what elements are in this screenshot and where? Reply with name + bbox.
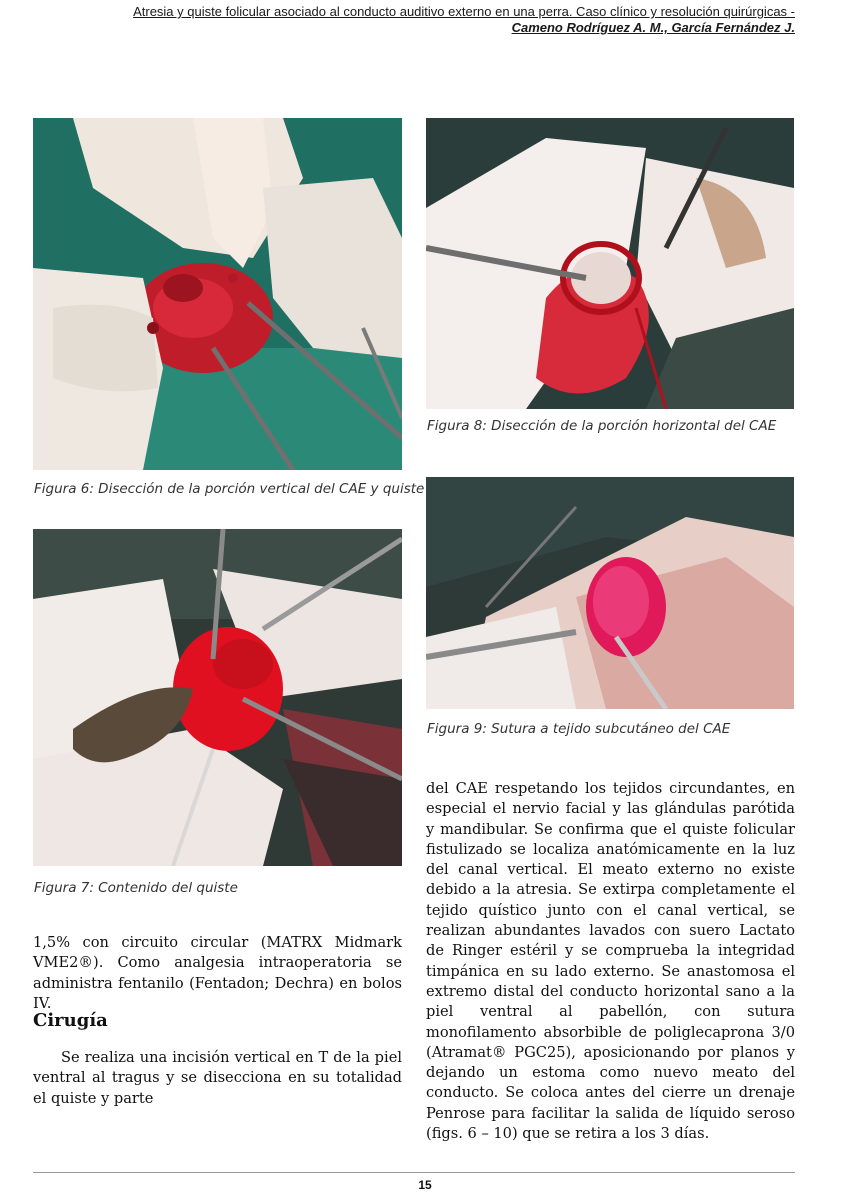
figure-9-caption: Figura 9: Sutura a tejido subcutáneo del CAE xyxy=(427,721,731,737)
surgical-photo-fig7 xyxy=(33,529,402,866)
page-number: 15 xyxy=(418,1178,432,1192)
figure-8-photo xyxy=(426,118,794,409)
left-paragraph-anesthesia: 1,5% con circuito circular (MATRX Midmark VME2®). Como analgesia intraoperatoria se administra fentanilo (Fentadon; Dechra) en bolos IV. xyxy=(33,934,402,1012)
right-column-text xyxy=(426,779,795,1144)
figure-8-caption: Figura 8: Disección de la porción horizontal del CAE xyxy=(427,418,777,434)
left-paragraph-surgery: Se realiza una incisión vertical en T de la piel ventral al tragus y se disecciona en su totalidad el quiste y parte xyxy=(33,1049,402,1107)
right-paragraph-surgery: del CAE respetando los tejidos circundantes, en especial el nervio facial y las glándulas parótida y mandibular. Se confirma que el quiste folicular fistulizado se localiza anatómicamente en la luz del canal vertical. El meato externo no existe debido a la atresia. Se extirpa completamente el tejido quístico junto con el canal vertical, se realizan abundantes lavados con suero Lactato de Ringer estéril y se comprueba la integridad timpánica en su lado externo. Se anastomosa el extremo distal del conducto horizontal sano a la piel ventral al pabellón, con sutura monofilamento absorbible de poliglecaprona 3/0 (Atramat® PGC25), aposicionando por planos y dejando un estoma como nuevo meato del conducto. Se coloca antes del cierre un drenaje Penrose para facilitar la salida de líquido seroso (figs. 6 – 10) que se retira a los 3 días. xyxy=(426,780,795,1143)
header-authors: Cameno Rodríguez A. M., García Fernández J. xyxy=(511,20,795,35)
figure-7-caption: Figura 7: Contenido del quiste xyxy=(34,880,238,896)
header-title: Atresia y quiste folicular asociado al conducto auditivo externo en una perra. Caso clínico y resolución quirúrgicas - xyxy=(133,4,795,19)
left-column-paragraph-2 xyxy=(33,1048,402,1109)
surgical-photo-fig9 xyxy=(426,477,794,709)
running-header xyxy=(133,4,795,36)
left-column-paragraph-1 xyxy=(33,933,402,1014)
surgical-photo-fig8 xyxy=(426,118,794,409)
figure-9-photo xyxy=(426,477,794,709)
section-heading-cirugia: Cirugía xyxy=(33,1010,108,1031)
figure-6-caption: Figura 6: Disección de la porción vertical del CAE y quiste xyxy=(34,481,425,497)
footer-divider xyxy=(33,1172,795,1173)
surgical-photo-fig6 xyxy=(33,118,402,470)
figure-6-photo xyxy=(33,118,402,470)
figure-7-photo xyxy=(33,529,402,866)
